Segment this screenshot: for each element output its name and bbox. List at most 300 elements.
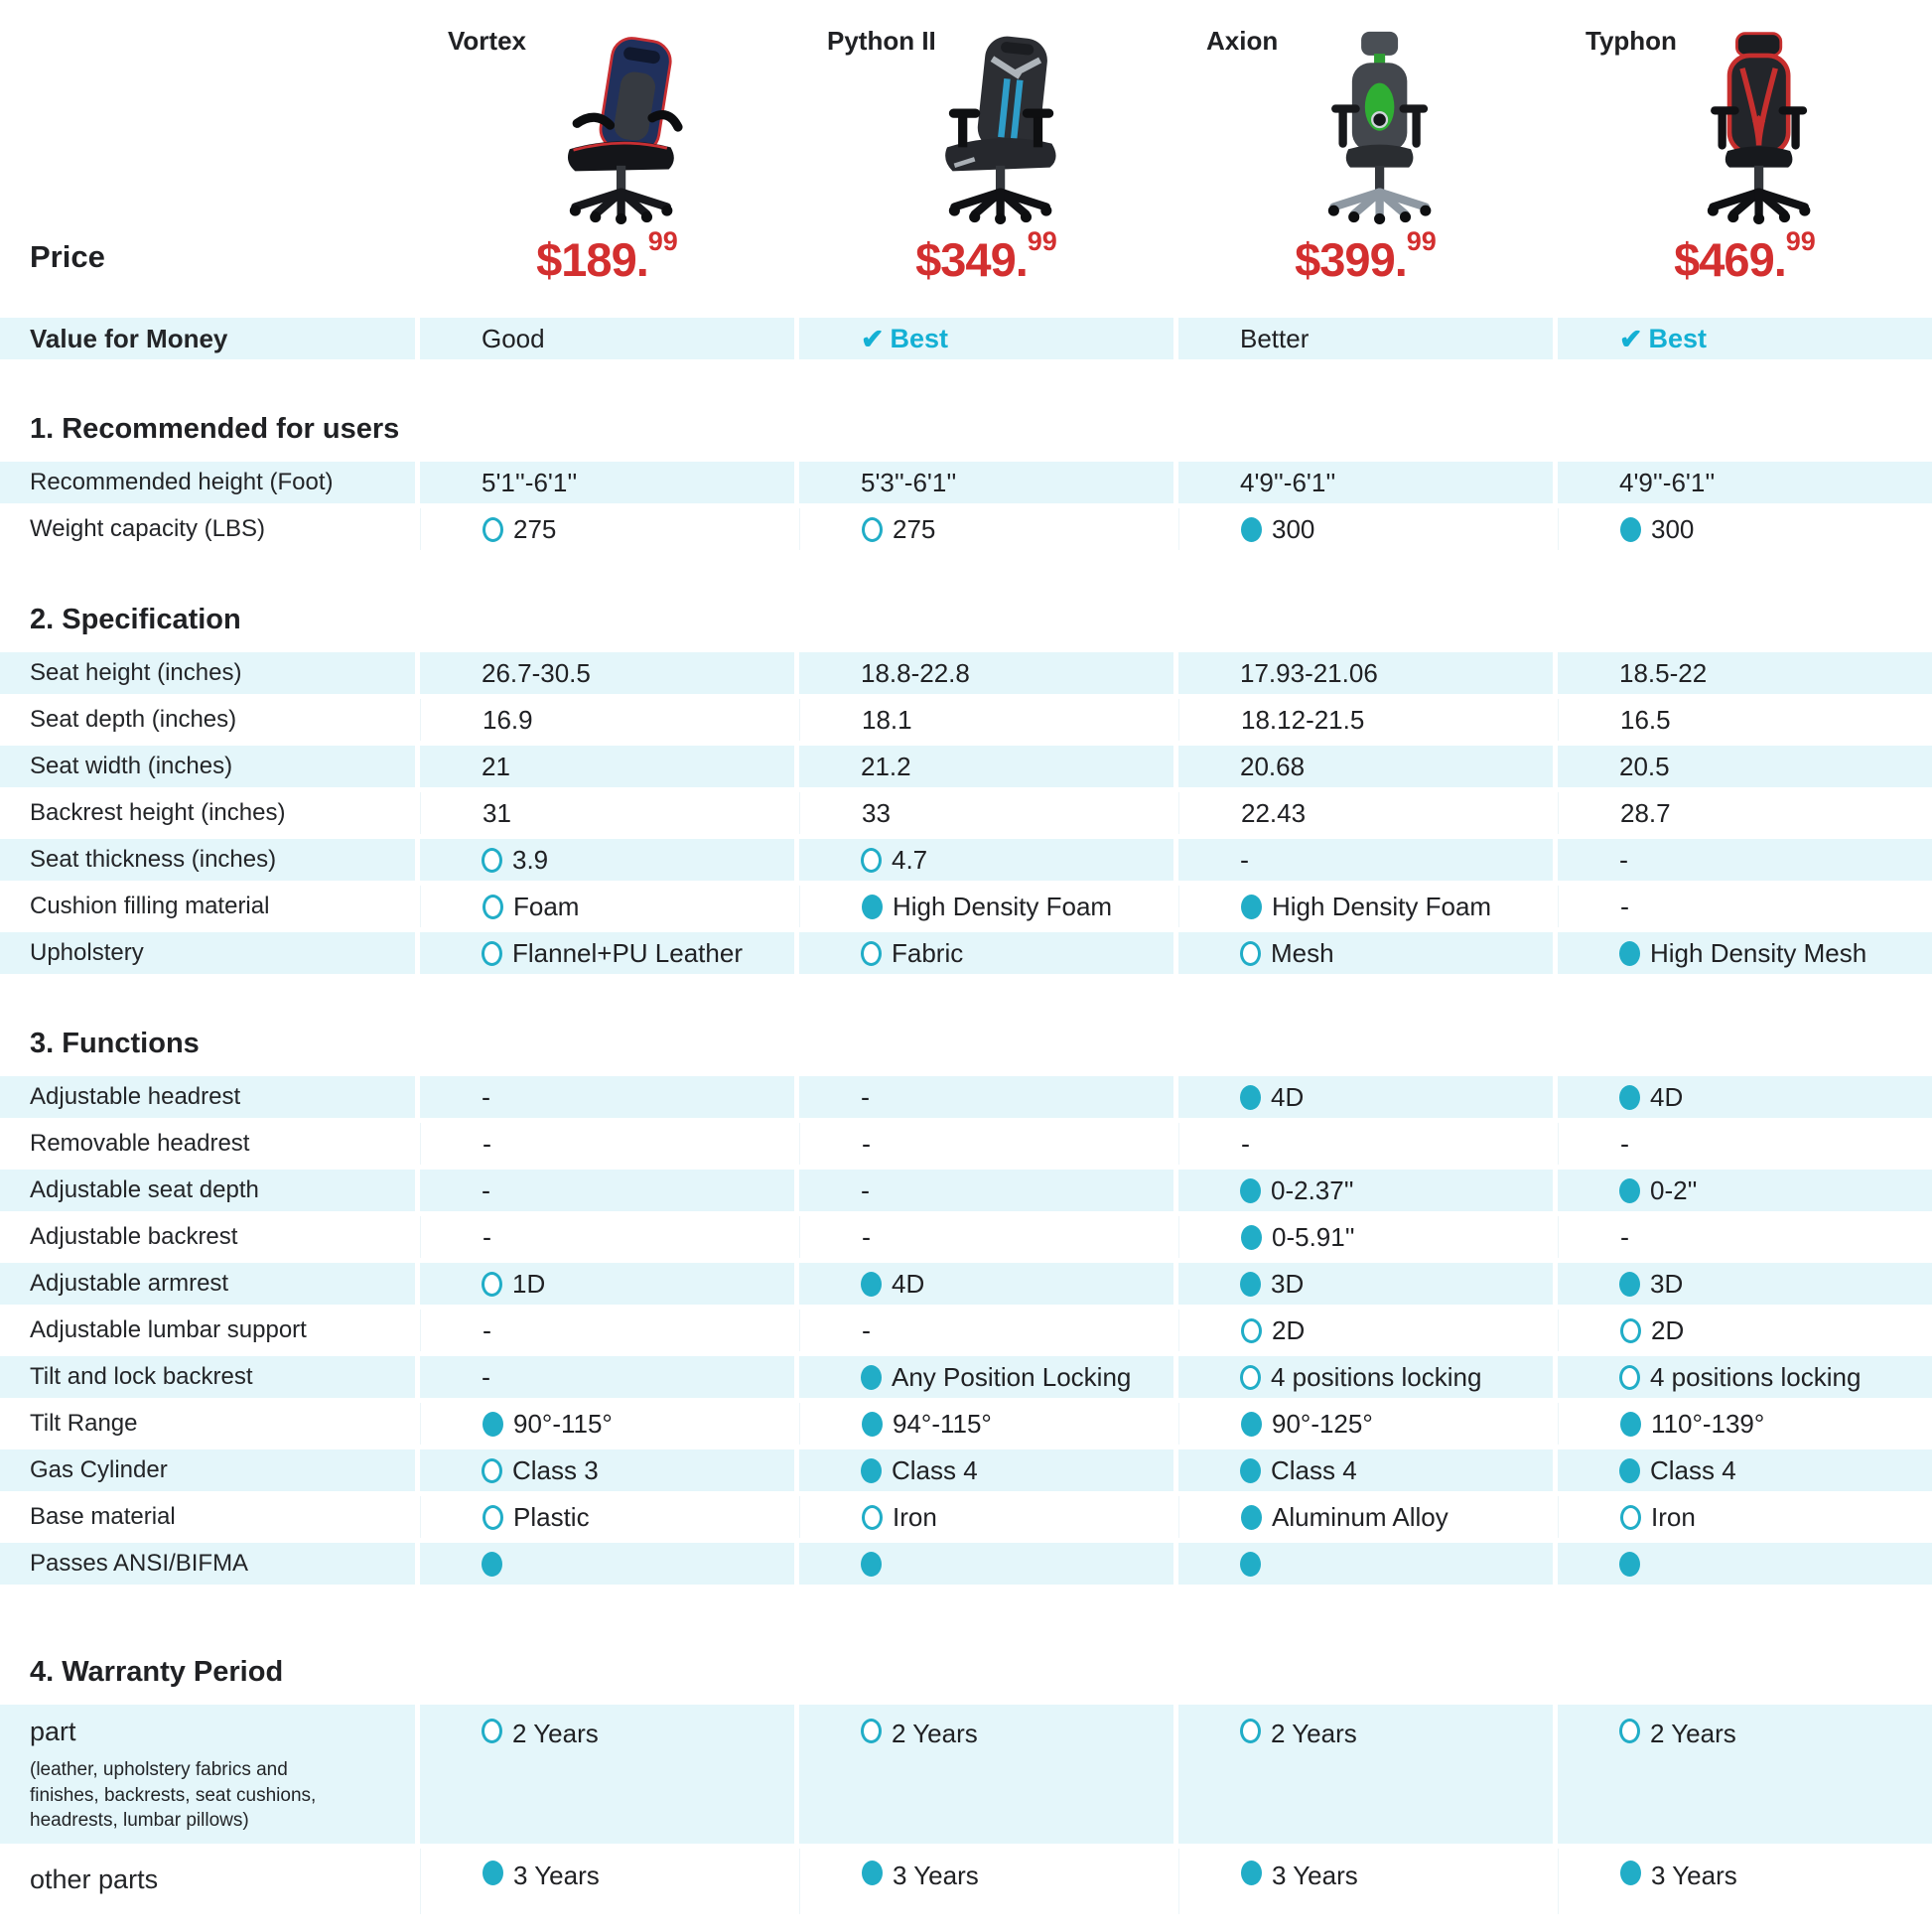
product-name: Vortex bbox=[448, 26, 526, 56]
table-cell bbox=[799, 839, 1173, 881]
table-cell bbox=[420, 1543, 794, 1585]
cell-value: 18.1 bbox=[862, 704, 912, 735]
table-row-other-parts bbox=[0, 1849, 1932, 1914]
cell-value: 16.5 bbox=[1620, 704, 1671, 735]
filled-dot-icon bbox=[1619, 1272, 1640, 1297]
table-row-tilt-range bbox=[0, 1403, 1932, 1445]
row-label: Upholstery bbox=[0, 932, 415, 974]
cell-value: 0-2'' bbox=[1650, 1174, 1698, 1205]
row-label: Tilt and lock backrest bbox=[0, 1356, 415, 1398]
table-row-adjustable-seat-depth bbox=[0, 1170, 1932, 1211]
table-cell bbox=[1178, 462, 1553, 503]
cell-value: 4.7 bbox=[892, 844, 928, 875]
no-value-dash: - bbox=[862, 1221, 871, 1252]
table-cell bbox=[1558, 792, 1932, 834]
row-label: Tilt Range bbox=[30, 1410, 138, 1437]
table-cell bbox=[799, 1543, 1173, 1585]
filled-dot-icon bbox=[1619, 1085, 1640, 1110]
hollow-dot-icon bbox=[482, 1272, 502, 1297]
hollow-dot-icon bbox=[861, 848, 882, 873]
table-cell bbox=[1178, 1170, 1553, 1211]
cell-value: 18.5-22 bbox=[1619, 657, 1708, 688]
table-cell bbox=[799, 1356, 1173, 1398]
cell-value: 300 bbox=[1272, 513, 1315, 544]
cell-value: 110°-139° bbox=[1651, 1408, 1765, 1439]
table-cell bbox=[1178, 746, 1553, 787]
table-cell bbox=[1178, 1263, 1553, 1305]
table-cell bbox=[420, 792, 794, 834]
header-spacer bbox=[0, 0, 415, 226]
no-value-dash: - bbox=[483, 1314, 491, 1345]
table-cell bbox=[1178, 1705, 1553, 1844]
table-cell bbox=[1558, 652, 1932, 694]
table-cell bbox=[1178, 1496, 1553, 1538]
table-row-gas-cylinder bbox=[0, 1449, 1932, 1491]
hollow-dot-icon bbox=[1619, 1365, 1640, 1390]
row-label: Seat depth (inches) bbox=[30, 706, 237, 733]
section-4-warranty-period bbox=[0, 1656, 1932, 1914]
row-label: Passes ANSI/BIFMA bbox=[0, 1543, 415, 1585]
table-cell bbox=[1558, 1449, 1932, 1491]
row-label: Backrest height (inches) bbox=[30, 799, 286, 826]
chair-image-axion bbox=[1295, 30, 1463, 224]
cell-value: 4D bbox=[1650, 1081, 1684, 1112]
price-row-label: Price bbox=[30, 238, 105, 274]
table-cell bbox=[1178, 1356, 1553, 1398]
cell-value: Any Position Locking bbox=[892, 1361, 1132, 1392]
table-cell bbox=[420, 886, 794, 927]
cell-value: 26.7-30.5 bbox=[482, 657, 591, 688]
hollow-dot-icon bbox=[861, 941, 882, 966]
row-label: Base material bbox=[30, 1503, 176, 1530]
cell-value: 2 Years bbox=[512, 1719, 599, 1748]
table-cell bbox=[1178, 652, 1553, 694]
table-cell bbox=[420, 746, 794, 787]
filled-dot-icon bbox=[1240, 1085, 1261, 1110]
table-cell bbox=[420, 508, 794, 550]
table-cell bbox=[1558, 886, 1932, 927]
cell-value: 21.2 bbox=[861, 751, 911, 781]
table-cell bbox=[1178, 1543, 1553, 1585]
cell-value: 300 bbox=[1651, 513, 1695, 544]
table-cell bbox=[420, 699, 794, 741]
table-cell bbox=[420, 1076, 794, 1118]
table-cell bbox=[799, 462, 1173, 503]
cell-value: Mesh bbox=[1271, 937, 1334, 968]
product-name: Axion bbox=[1206, 26, 1279, 56]
no-value-dash: - bbox=[482, 1361, 490, 1392]
no-value-dash: - bbox=[482, 1174, 490, 1205]
cell-value: 17.93-21.06 bbox=[1240, 657, 1378, 688]
cell-value: 20.68 bbox=[1240, 751, 1306, 781]
cell-value: Iron bbox=[893, 1501, 937, 1532]
row-label: Seat thickness (inches) bbox=[0, 839, 415, 881]
hollow-dot-icon bbox=[482, 848, 502, 873]
table-cell bbox=[799, 1216, 1173, 1258]
cell-value: 2D bbox=[1272, 1314, 1306, 1345]
hollow-dot-icon bbox=[482, 1458, 502, 1483]
no-value-dash: - bbox=[1620, 1128, 1629, 1159]
filled-dot-icon bbox=[1240, 1458, 1261, 1483]
cell-value: 5'1''-6'1'' bbox=[482, 467, 578, 497]
product-column-typhon bbox=[1558, 0, 1932, 226]
price-value: $399.99 bbox=[1295, 226, 1437, 286]
cell-value: High Density Mesh bbox=[1650, 937, 1867, 968]
table-row-seat-thickness-inches- bbox=[0, 839, 1932, 881]
table-cell bbox=[1558, 699, 1932, 741]
cell-value: Plastic bbox=[513, 1501, 590, 1532]
filled-dot-icon bbox=[1620, 517, 1641, 542]
cell-value: 0-2.37'' bbox=[1271, 1174, 1354, 1205]
row-label: Seat width (inches) bbox=[0, 746, 415, 787]
section-3-functions bbox=[0, 1028, 1932, 1585]
filled-dot-icon bbox=[1619, 1552, 1640, 1577]
hollow-dot-icon bbox=[862, 1505, 883, 1530]
row-label: Cushion filling material bbox=[30, 893, 270, 919]
table-cell bbox=[1178, 1076, 1553, 1118]
table-cell bbox=[1558, 932, 1932, 974]
filled-dot-icon bbox=[862, 1412, 883, 1437]
cell-value: 3 Years bbox=[1651, 1861, 1737, 1890]
filled-dot-icon bbox=[1240, 1272, 1261, 1297]
cell-value: 16.9 bbox=[483, 704, 533, 735]
table-cell bbox=[1558, 1543, 1932, 1585]
hollow-dot-icon bbox=[861, 1719, 882, 1743]
cell-value: Fabric bbox=[892, 937, 964, 968]
cell-value: 4'9''-6'1'' bbox=[1619, 467, 1716, 497]
row-label: Seat height (inches) bbox=[0, 652, 415, 694]
table-cell bbox=[799, 699, 1173, 741]
table-cell bbox=[1178, 1216, 1553, 1258]
no-value-dash: - bbox=[861, 1081, 870, 1112]
cell-value: 1D bbox=[512, 1268, 546, 1299]
row-label: Adjustable headrest bbox=[0, 1076, 415, 1118]
no-value-dash: - bbox=[1619, 844, 1628, 875]
table-cell bbox=[799, 746, 1173, 787]
row-label: Adjustable lumbar support bbox=[30, 1316, 307, 1343]
cell-value: 3D bbox=[1650, 1268, 1684, 1299]
cell-value: 4 positions locking bbox=[1650, 1361, 1862, 1392]
table-cell bbox=[799, 1849, 1173, 1914]
cell-value: 2 Years bbox=[1650, 1719, 1736, 1748]
no-value-dash: - bbox=[1241, 1128, 1250, 1159]
check-icon: ✔ bbox=[1619, 323, 1643, 354]
filled-dot-icon bbox=[1240, 1178, 1261, 1203]
table-cell bbox=[799, 508, 1173, 550]
filled-dot-icon bbox=[1619, 941, 1640, 966]
table-cell bbox=[1558, 1849, 1932, 1914]
hollow-dot-icon bbox=[1620, 1505, 1641, 1530]
hollow-dot-icon bbox=[1619, 1719, 1640, 1743]
chair-image-typhon bbox=[1674, 30, 1843, 224]
filled-dot-icon bbox=[1241, 1225, 1262, 1250]
table-cell bbox=[1558, 1076, 1932, 1118]
no-value-dash: - bbox=[861, 1174, 870, 1205]
cell-value: 3.9 bbox=[512, 844, 549, 875]
value-for-money-value bbox=[799, 318, 1173, 359]
price-value: $189.99 bbox=[536, 226, 678, 286]
row-label: other parts bbox=[30, 1864, 159, 1894]
row-label: Weight capacity (LBS) bbox=[30, 515, 265, 542]
table-cell bbox=[1178, 1310, 1553, 1351]
product-column-vortex bbox=[420, 0, 794, 226]
filled-dot-icon bbox=[862, 895, 883, 919]
comparison-sections bbox=[0, 413, 1932, 1914]
cell-value: High Density Foam bbox=[1272, 891, 1492, 921]
no-value-dash: - bbox=[1620, 891, 1629, 921]
table-cell bbox=[799, 1076, 1173, 1118]
table-cell bbox=[1178, 1123, 1553, 1165]
filled-dot-icon bbox=[861, 1365, 882, 1390]
table-cell bbox=[799, 1263, 1173, 1305]
table-cell bbox=[1178, 508, 1553, 550]
table-row-seat-depth-inches- bbox=[0, 699, 1932, 741]
value-for-money-value: Better bbox=[1178, 318, 1553, 359]
table-cell bbox=[1178, 1403, 1553, 1445]
value-for-money-label: Value for Money bbox=[0, 318, 415, 359]
hollow-dot-icon bbox=[1620, 1318, 1641, 1343]
table-cell bbox=[420, 462, 794, 503]
filled-dot-icon bbox=[1241, 1505, 1262, 1530]
cell-value: 4'9''-6'1'' bbox=[1240, 467, 1336, 497]
cell-value: Class 4 bbox=[1271, 1454, 1357, 1485]
table-cell bbox=[420, 1310, 794, 1351]
table-cell bbox=[799, 1449, 1173, 1491]
filled-dot-icon bbox=[483, 1861, 503, 1885]
product-header-row bbox=[0, 0, 1932, 226]
cell-value: Foam bbox=[513, 891, 580, 921]
row-label-main: part bbox=[30, 1717, 76, 1746]
table-row-weight-capacity-lbs- bbox=[0, 508, 1932, 550]
table-row-seat-height-inches- bbox=[0, 652, 1932, 694]
table-cell bbox=[1558, 1263, 1932, 1305]
table-cell bbox=[799, 1496, 1173, 1538]
row-label-note: (leather, upholstery fabrics and finishes, backrests, seat cushions, headrests, lumbar pillows) bbox=[30, 1759, 317, 1832]
cell-value: 22.43 bbox=[1241, 797, 1307, 828]
no-value-dash: - bbox=[862, 1314, 871, 1345]
filled-dot-icon bbox=[1241, 1861, 1262, 1885]
cell-value: 21 bbox=[482, 751, 510, 781]
table-row-tilt-and-lock-backrest bbox=[0, 1356, 1932, 1398]
cell-value: 31 bbox=[483, 797, 511, 828]
row-label: Gas Cylinder bbox=[0, 1449, 415, 1491]
section-title: 1. Recommended for users bbox=[30, 413, 400, 445]
table-cell bbox=[1558, 1496, 1932, 1538]
product-column-axion bbox=[1178, 0, 1553, 226]
hollow-dot-icon bbox=[1240, 1719, 1261, 1743]
filled-dot-icon bbox=[1620, 1412, 1641, 1437]
table-cell bbox=[420, 652, 794, 694]
value-for-money-value bbox=[1558, 318, 1932, 359]
section-2-specification bbox=[0, 604, 1932, 974]
cell-value: Class 4 bbox=[1650, 1454, 1736, 1485]
hollow-dot-icon bbox=[483, 1505, 503, 1530]
table-cell bbox=[799, 792, 1173, 834]
price-row bbox=[0, 226, 1932, 286]
cell-value: 33 bbox=[862, 797, 891, 828]
filled-dot-icon bbox=[1241, 1412, 1262, 1437]
table-cell bbox=[1558, 1123, 1932, 1165]
cell-value: 3 Years bbox=[513, 1861, 600, 1890]
table-cell bbox=[1558, 1705, 1932, 1844]
table-row-cushion-filling-material bbox=[0, 886, 1932, 927]
check-icon: ✔ bbox=[861, 323, 885, 354]
hollow-dot-icon bbox=[1240, 941, 1261, 966]
cell-value: 3 Years bbox=[1272, 1861, 1358, 1890]
cell-value: Class 3 bbox=[512, 1454, 599, 1485]
table-cell bbox=[1178, 792, 1553, 834]
cell-value: 4D bbox=[892, 1268, 925, 1299]
table-cell bbox=[420, 932, 794, 974]
no-value-dash: - bbox=[482, 1081, 490, 1112]
table-row-adjustable-backrest bbox=[0, 1216, 1932, 1258]
filled-dot-icon bbox=[1619, 1458, 1640, 1483]
filled-dot-icon bbox=[483, 1412, 503, 1437]
table-cell bbox=[1558, 508, 1932, 550]
filled-dot-icon bbox=[861, 1552, 882, 1577]
cell-value: 0-5.91'' bbox=[1272, 1221, 1355, 1252]
table-row-adjustable-headrest bbox=[0, 1076, 1932, 1118]
cell-value: 5'3''-6'1'' bbox=[861, 467, 957, 497]
table-cell bbox=[420, 1170, 794, 1211]
cell-value: 90°-125° bbox=[1272, 1408, 1373, 1439]
product-column-python-ii bbox=[799, 0, 1173, 226]
section-title: 3. Functions bbox=[30, 1028, 200, 1059]
cell-value: 18.12-21.5 bbox=[1241, 704, 1365, 735]
row-label: Removable headrest bbox=[30, 1130, 250, 1157]
best-badge: Best bbox=[890, 323, 948, 353]
table-cell bbox=[1178, 1849, 1553, 1914]
chair-image-vortex bbox=[536, 30, 705, 224]
hollow-dot-icon bbox=[1241, 1318, 1262, 1343]
cell-value: 2 Years bbox=[1271, 1719, 1357, 1748]
cell-value: Aluminum Alloy bbox=[1272, 1501, 1449, 1532]
section-1-recommended-for-users bbox=[0, 413, 1932, 550]
cell-value: 4 positions locking bbox=[1271, 1361, 1482, 1392]
table-cell bbox=[1558, 462, 1932, 503]
cell-value: 3D bbox=[1271, 1268, 1305, 1299]
table-row-upholstery bbox=[0, 932, 1932, 974]
table-cell bbox=[420, 1356, 794, 1398]
price-value: $349.99 bbox=[915, 226, 1057, 286]
table-cell bbox=[1178, 932, 1553, 974]
table-cell bbox=[1178, 886, 1553, 927]
filled-dot-icon bbox=[1619, 1178, 1640, 1203]
table-row-adjustable-armrest bbox=[0, 1263, 1932, 1305]
price-value: $469.99 bbox=[1674, 226, 1816, 286]
best-badge: Best bbox=[1648, 323, 1707, 353]
table-cell bbox=[420, 1263, 794, 1305]
filled-dot-icon bbox=[482, 1552, 502, 1577]
no-value-dash: - bbox=[1240, 844, 1249, 875]
row-label: Adjustable backrest bbox=[30, 1223, 238, 1250]
row-label: Adjustable seat depth bbox=[0, 1170, 415, 1211]
table-cell bbox=[799, 886, 1173, 927]
cell-value: 3 Years bbox=[893, 1861, 979, 1890]
table-cell bbox=[420, 1123, 794, 1165]
table-row-seat-width-inches- bbox=[0, 746, 1932, 787]
filled-dot-icon bbox=[1620, 1861, 1641, 1885]
table-cell bbox=[420, 1849, 794, 1914]
table-cell bbox=[1178, 699, 1553, 741]
filled-dot-icon bbox=[861, 1272, 882, 1297]
cell-value: 275 bbox=[513, 513, 557, 544]
table-row-recommended-height-foot- bbox=[0, 462, 1932, 503]
table-cell bbox=[1558, 1310, 1932, 1351]
section-title: 4. Warranty Period bbox=[30, 1656, 284, 1688]
table-row-base-material bbox=[0, 1496, 1932, 1538]
product-name: Typhon bbox=[1586, 26, 1677, 56]
row-label bbox=[0, 1705, 415, 1844]
cell-value: 18.8-22.8 bbox=[861, 657, 970, 688]
row-label: Recommended height (Foot) bbox=[0, 462, 415, 503]
cell-value: 275 bbox=[893, 513, 936, 544]
cell-value: 20.5 bbox=[1619, 751, 1670, 781]
filled-dot-icon bbox=[1240, 1552, 1261, 1577]
table-cell bbox=[420, 1705, 794, 1844]
table-row-adjustable-lumbar-support bbox=[0, 1310, 1932, 1351]
cell-value: 2D bbox=[1651, 1314, 1685, 1345]
cell-value: Iron bbox=[1651, 1501, 1696, 1532]
filled-dot-icon bbox=[1241, 517, 1262, 542]
table-cell bbox=[420, 1449, 794, 1491]
table-cell bbox=[1558, 1403, 1932, 1445]
table-cell bbox=[420, 839, 794, 881]
table-cell bbox=[799, 1170, 1173, 1211]
value-for-money-value: Good bbox=[420, 318, 794, 359]
table-cell bbox=[1558, 746, 1932, 787]
table-cell bbox=[799, 1705, 1173, 1844]
table-cell bbox=[420, 1403, 794, 1445]
no-value-dash: - bbox=[1620, 1221, 1629, 1252]
table-cell bbox=[1558, 1356, 1932, 1398]
cell-value: Class 4 bbox=[892, 1454, 978, 1485]
filled-dot-icon bbox=[861, 1458, 882, 1483]
table-cell bbox=[1558, 839, 1932, 881]
cell-value: 2 Years bbox=[892, 1719, 978, 1748]
section-title: 2. Specification bbox=[30, 604, 241, 635]
table-cell bbox=[1178, 839, 1553, 881]
table-cell bbox=[799, 1403, 1173, 1445]
filled-dot-icon bbox=[862, 1861, 883, 1885]
value-for-money-row bbox=[0, 318, 1932, 359]
table-cell bbox=[420, 1496, 794, 1538]
table-row-backrest-height-inches- bbox=[0, 792, 1932, 834]
cell-value: High Density Foam bbox=[893, 891, 1113, 921]
cell-value: 4D bbox=[1271, 1081, 1305, 1112]
hollow-dot-icon bbox=[482, 1719, 502, 1743]
hollow-dot-icon bbox=[483, 517, 503, 542]
hollow-dot-icon bbox=[862, 517, 883, 542]
hollow-dot-icon bbox=[483, 895, 503, 919]
table-cell bbox=[799, 1123, 1173, 1165]
table-cell bbox=[420, 1216, 794, 1258]
table-row-removable-headrest bbox=[0, 1123, 1932, 1165]
no-value-dash: - bbox=[483, 1221, 491, 1252]
hollow-dot-icon bbox=[1240, 1365, 1261, 1390]
cell-value: Flannel+PU Leather bbox=[512, 937, 743, 968]
no-value-dash: - bbox=[483, 1128, 491, 1159]
table-cell bbox=[1178, 1449, 1553, 1491]
cell-value: 90°-115° bbox=[513, 1408, 613, 1439]
no-value-dash: - bbox=[862, 1128, 871, 1159]
cell-value: 94°-115° bbox=[893, 1408, 992, 1439]
table-cell bbox=[1558, 1170, 1932, 1211]
table-cell bbox=[799, 652, 1173, 694]
cell-value: 28.7 bbox=[1620, 797, 1671, 828]
table-cell bbox=[1558, 1216, 1932, 1258]
filled-dot-icon bbox=[1241, 895, 1262, 919]
